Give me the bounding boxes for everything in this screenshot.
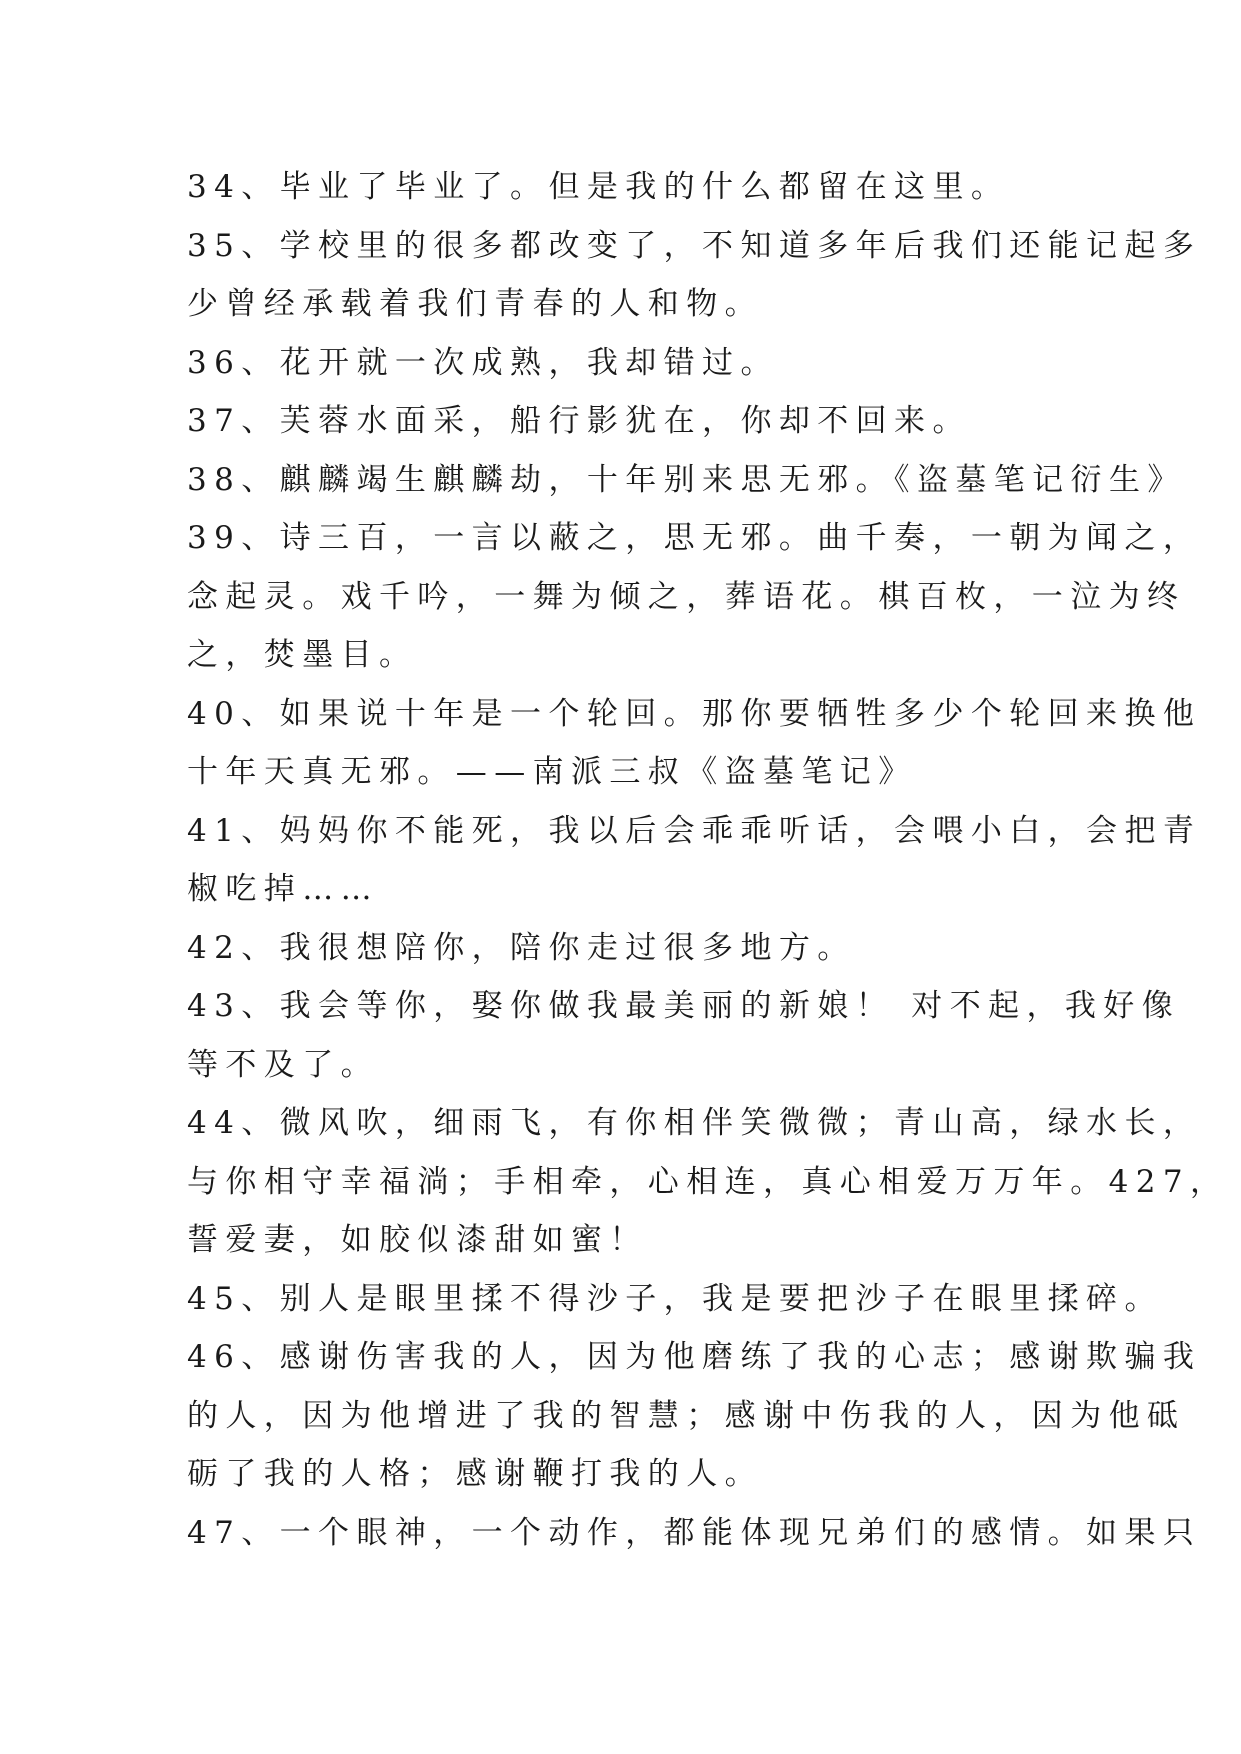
text-line: 誓爱妻，如胶似漆甜如蜜！ [187, 1222, 648, 1258]
text-line: 的人，因为他增进了我的智慧；感谢中伤我的人，因为他砥 [187, 1397, 1186, 1434]
text-line: 39、诗三百，一言以蔽之，思无邪。曲千奏，一朝为闻之， [187, 520, 1202, 556]
text-line: 42、我很想陪你，陪你走过很多地方。 [187, 929, 856, 966]
text-line: 等不及了。 [187, 1046, 379, 1083]
text-line: 砺了我的人格；感谢鞭打我的人。 [187, 1456, 763, 1492]
text-line: 34、毕业了毕业了。但是我的什么都留在这里。 [187, 169, 1010, 205]
text-line: 45、别人是眼里揉不得沙子，我是要把沙子在眼里揉碎。 [187, 1280, 1163, 1317]
text-line: 与你相守幸福淌；手相牵，心相连，真心相爱万万年。427， [187, 1163, 1229, 1200]
text-line: 十年天真无邪。——南派三叔《盗墓笔记》 [187, 754, 917, 790]
document-body [187, 158, 1229, 1562]
text-line: 念起灵。戏千吟，一舞为倾之，葬语花。棋百枚，一泣为终 [187, 578, 1186, 615]
text-line: 44、微风吹，细雨飞，有你相伴笑微微；青山高，绿水长， [187, 1105, 1202, 1141]
text-line: 少曾经承载着我们青春的人和物。 [187, 286, 763, 322]
text-line: 43、我会等你，娶你做我最美丽的新娘！ 对不起，我好像 [187, 988, 1181, 1024]
text-line: 47、一个眼神，一个动作，都能体现兄弟们的感情。如果只 [187, 1514, 1202, 1551]
text-line: 41、妈妈你不能死，我以后会乖乖听话，会喂小白，会把青 [187, 812, 1202, 849]
text-line: 椒吃掉…… [187, 871, 379, 907]
text-line: 40、如果说十年是一个轮回。那你要牺牲多少个轮回来换他 [187, 695, 1202, 732]
text-line: 46、感谢伤害我的人，因为他磨练了我的心志；感谢欺骗我 [187, 1339, 1202, 1375]
text-line: 37、芙蓉水面采，船行影犹在，你却不回来。 [187, 403, 971, 439]
text-line: 之，焚墨目。 [187, 637, 418, 673]
text-line: 38、麒麟竭生麒麟劫，十年别来思无邪。《盗墓笔记衍生》 [187, 461, 1186, 498]
text-line: 35、学校里的很多都改变了，不知道多年后我们还能记起多 [187, 227, 1202, 264]
text-line: 36、花开就一次成熟，我却错过。 [187, 344, 779, 381]
